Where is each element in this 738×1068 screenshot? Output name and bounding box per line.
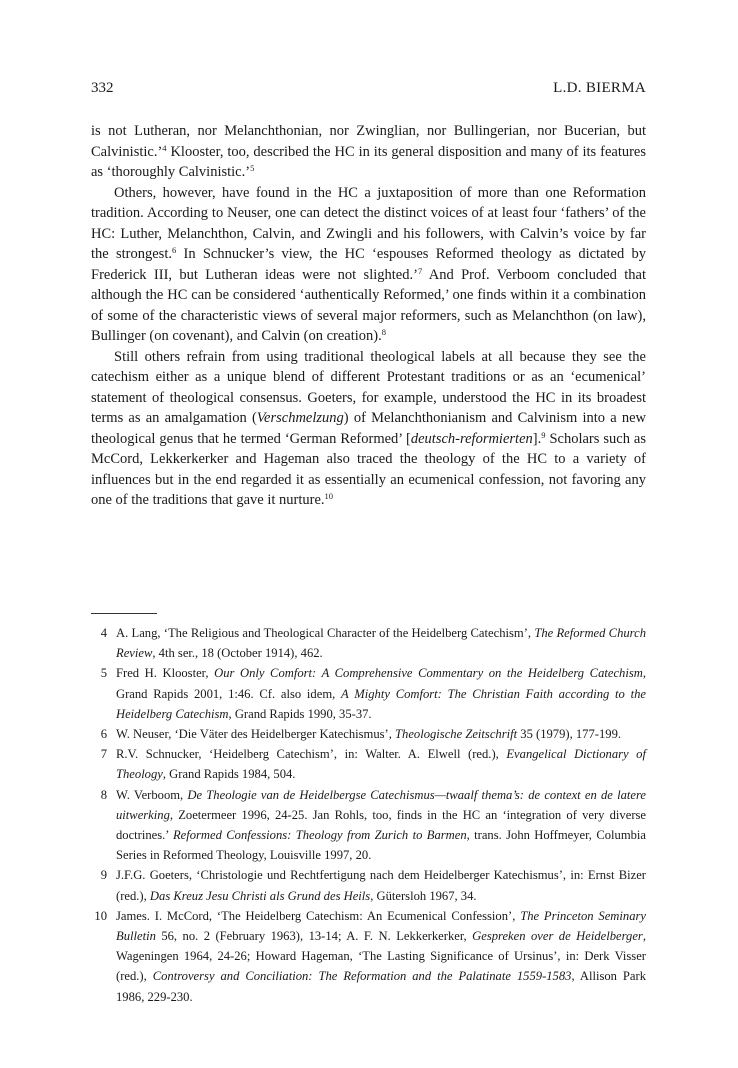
text-run: , Grand Rapids 2001, 1:46. Cf. also idem,	[116, 666, 646, 701]
footnote-ref[interactable]: 6	[171, 245, 177, 255]
italic-title: De Theologie van de Heidelbergse Catechismus—twaalf thema’s: de context en de latere uitwerking	[116, 787, 647, 822]
paragraph-3	[91, 347, 646, 511]
italic-title: The Princeton Seminary Bulletin	[116, 908, 646, 944]
text-run: J.F.G. Goeters, ‘Christologie und Rechtfertigung nach dem Heidelberger Katechismus’, in: Ernst Bizer (red.),	[116, 868, 646, 903]
italic-title: Controversy and Conciliation: The Reformation and the Palatinate 1559-1583	[152, 969, 572, 984]
footnote-number: 8	[100, 787, 107, 802]
italic-title: Evangelical Dictionary of Theology	[116, 747, 646, 782]
text-run: 56, no. 2 (February 1963), 13-14; A. F. N. Lekkerkerker,	[155, 929, 473, 944]
footnote-number: 5	[100, 666, 107, 681]
italic-title: A Mighty Comfort: The Christian Faith according to the Heidelberg Catechism	[116, 686, 646, 721]
text-run: 35 (1979), 177-199.	[517, 727, 622, 742]
text-run: , Allison Park 1986, 229-230.	[116, 969, 647, 1004]
text-run: , Grand Rapids 1984, 504.	[162, 767, 296, 782]
italic-title: Reformed Confessions: Theology from Zurich to Barmen	[172, 828, 467, 843]
italic-title: Theologische Zeitschrift	[395, 727, 518, 742]
footnote-ref[interactable]: 10	[324, 491, 334, 501]
text-run: is not Lutheran, nor Melanchthonian, nor Zwinglian, nor Bullingerian, nor Bucerian, but Calvinistic.’	[91, 123, 646, 160]
text-run: Others, however, have found in the HC a juxtaposition of more than one Reformation tradition. According to Neuser, one can detect the distinct voices of at least four ‘fathers’ of the HC: Luther, Melanchthon, Calvin, and Zwingli and his followers, with Calvin’s voice by far the strongest.	[91, 184, 646, 262]
footnote-ref[interactable]: 5	[250, 163, 255, 173]
text-run: A. Lang, ‘The Religious and Theological Character of the Heidelberg Catechism’,	[116, 626, 535, 640]
text-run: Klooster, too, described the HC in its general disposition and many of its features as ‘thoroughly Calvinistic.’	[91, 143, 646, 180]
text-run: ) of Melanchthonianism and Calvinism into a new theological genus that he termed ‘German Reformed’ [	[91, 410, 647, 447]
text-run: In Schnucker’s view, the HC ‘espouses Reformed theology as dictated by Frederick III, but Lutheran ideas were not slighted.’	[91, 246, 646, 283]
text-run: W. Neuser, ‘Die Väter des Heidelberger Katechismus’,	[116, 727, 396, 742]
page-number: 332	[91, 80, 114, 96]
footnote-9	[91, 865, 646, 905]
text-run: , trans. John Hoffmeyer, Columbia Series in Reformed Theology, Louisville 1997, 20.	[116, 828, 646, 863]
text-run: And Prof. Verboom concluded that although the HC can be considered ‘authentically Reformed,’ one finds within it a combination of some of the characteristic views of several major reformers, such as Melanchthon (on law), Bullinger (on covenant), and Calvin (on creation).	[91, 266, 646, 344]
running-head: L.D. BIERMA	[553, 80, 646, 96]
text-run: , Grand Rapids 1990, 35-37.	[228, 706, 372, 721]
footnote-number: 4	[100, 626, 107, 640]
footnote-6	[91, 724, 646, 744]
text-run: Fred H. Klooster,	[116, 666, 215, 681]
footnote-ref[interactable]: 9	[541, 429, 546, 440]
italic-term: Verschmelzung	[256, 410, 344, 426]
text-run: , 4th ser., 18 (October 1914), 462.	[152, 646, 323, 661]
text-run: , Gütersloh 1967, 34.	[370, 888, 477, 903]
footnote-10	[91, 906, 646, 1007]
footnote-4	[91, 623, 646, 663]
text-run: Still others refrain from using traditional theological labels at all because they see the catechism either as a unique blend of different Protestant traditions or as an ‘ecumenical’ statement of theological consensus. Goeters, for example, understood the HC in its broadest terms as an amalgamation (	[91, 348, 646, 426]
italic-title: Our Only Comfort: A Comprehensive Commentary on the Heidelberg Catechism	[214, 666, 643, 681]
italic-title: Gespreken over de Heidelberger	[472, 929, 643, 944]
footnote-number: 9	[100, 868, 107, 883]
footnote-ref[interactable]: 4	[162, 142, 167, 153]
text-run: ].	[532, 430, 542, 447]
body-text	[91, 121, 646, 511]
footnote-ref[interactable]: 7	[417, 265, 423, 276]
text-run: R.V. Schnucker, ‘Heidelberg Catechism’, in: Walter. A. Elwell (red.),	[116, 747, 507, 762]
footnote-5	[91, 663, 646, 724]
footnote-ref[interactable]: 8	[381, 327, 386, 337]
footnote-number: 7	[100, 747, 107, 762]
footnote-8	[91, 785, 646, 866]
paragraph-2	[91, 183, 646, 347]
text-run: Scholars such as McCord, Lekkerkerker and Hageman also traced the theology of the HC to a variety of influences but in the end regarded it as essentially an ecumenical confession, not favoring any one of the traditions that gave it nurture.	[91, 430, 647, 508]
footnote-rule	[91, 613, 157, 614]
footnote-7	[91, 744, 646, 784]
text-run: , Zoetermeer 1996, 24-25. Jan Rohls, too, finds in the HC an ‘integration of very diverse doctrines.’	[116, 807, 646, 843]
text-run: , Wageningen 1964, 24-26; Howard Hageman, ‘The Lasting Significance of Ursinus’, in: Derk Visser (red.),	[116, 929, 646, 984]
italic-term: deutsch-reformierten	[410, 430, 533, 447]
footnote-number: 6	[100, 727, 107, 742]
paragraph-1	[91, 121, 646, 183]
footnotes	[91, 623, 646, 1007]
text-run: James. I. McCord, ‘The Heidelberg Catechism: An Ecumenical Confession’,	[116, 908, 521, 923]
footnote-number: 10	[94, 908, 107, 923]
italic-title: The Reformed Church Review	[116, 626, 646, 661]
text-run: W. Verboom,	[116, 787, 188, 802]
italic-title: Das Kreuz Jesu Christi als Grund des Heils	[149, 888, 371, 903]
